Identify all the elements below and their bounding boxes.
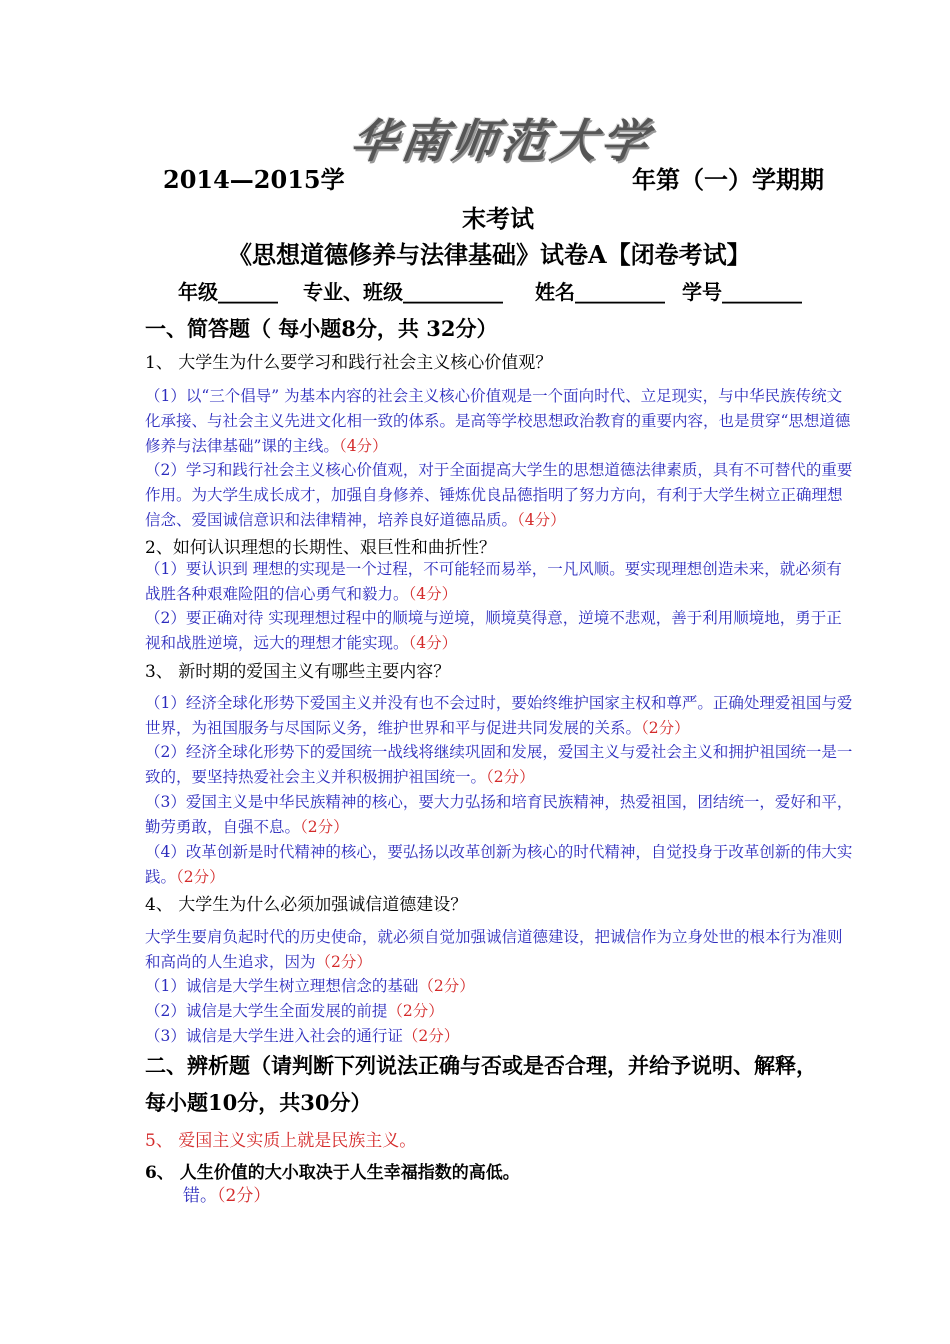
q2-answer-2-text: （2）要正确对待 实现理想过程中的顺境与逆境，顺境莫得意，逆境不悲观，善于利用顺境地，勇于正视和战胜逆境，远大的理想才能实现。 (145, 609, 842, 652)
q2-answer-1-points: （4分） (408, 585, 458, 603)
q1-answer-2 (145, 458, 855, 533)
q4-answer-1-text: （1）诚信是大学生树立理想信念的基础 (145, 977, 419, 995)
name-field: 姓名_________ (535, 280, 665, 304)
q3-answer-3-points: （2分） (300, 818, 349, 836)
q2-answer-1-text: （1）要认识到 理想的实现是一个过程，不可能轻而易举，一凡风顺。要实现理想创造未来，就必须有战胜各种艰难险阻的信心勇气和毅力。 (145, 560, 842, 603)
question-1: 1、 大学生为什么要学习和践行社会主义核心价值观？ (145, 353, 553, 373)
q3-answer-4-text: （4）改革创新是时代精神的核心，要弘扬以改革创新为核心的时代精神，自觉投身于改革创新的伟大实践。 (145, 843, 853, 886)
q2-answer-2 (145, 606, 855, 656)
section1-title: 一、简答题（ 每小题8分，共 32分） (145, 316, 498, 341)
q4-answer-2-points: （2分） (387, 1002, 444, 1020)
university-logo: 华南师范大学 (347, 114, 655, 168)
exam-type: 末考试 (462, 204, 534, 233)
grade-field: 年级______ (178, 280, 278, 304)
q4-answer-3-text: （3）诚信是大学生进入社会的通行证 (145, 1027, 403, 1045)
course-title: 《思想道德修养与法律基础》试卷A【闭卷考试】 (228, 240, 751, 269)
major-class-field: 专业、班级__________ (303, 280, 503, 304)
question-4: 4、 大学生为什么必须加强诚信道德建设？ (145, 895, 468, 915)
section2-title-line2: 每小题10分，共30分） (145, 1090, 372, 1115)
q6-answer-points: （2分） (217, 1186, 271, 1206)
question-2: 2、如何认识理想的长期性、艰巨性和曲折性？ (145, 538, 496, 558)
q4-intro (145, 925, 855, 975)
year-left: 2014—2015学 (163, 165, 345, 194)
q4-answer-3-points: （2分） (402, 1027, 460, 1045)
q3-answer-4 (145, 840, 855, 890)
q1-answer-1-text: （1）以“三个倡导” 为基本内容的社会主义核心价值观是一个面向时代、立足现实，与中华民族传统文化承接、与社会主义先进文化相一致的体系。是高等学校思想政治教育的重要内容，也是贯穿“思想道德修养与法律基础”课的主线。 (145, 387, 851, 455)
q1-answer-1-points: （4分） (338, 437, 388, 455)
q4-intro-points: （2分） (315, 953, 372, 971)
q3-answer-4-points: （2分） (176, 868, 225, 886)
q3-answer-2 (145, 740, 855, 790)
q3-answer-3 (145, 790, 855, 840)
q4-answer-2-text: （2）诚信是大学生全面发展的前提 (145, 1002, 388, 1020)
q6-answer-text: 错。 (183, 1186, 217, 1206)
q1-answer-1 (145, 384, 855, 459)
q4-answer-1 (145, 974, 855, 999)
q2-answer-2-points: （4分） (408, 634, 458, 652)
q6-answer (183, 1184, 483, 1209)
q3-answer-2-text: （2）经济全球化形势下的爱国统一战线将继续巩固和发展，爱国主义与爱社会主义和拥护祖国统一是一致的，要坚持热爱社会主义并积极拥护祖国统一。 (145, 743, 853, 786)
q1-answer-2-points: （4分） (517, 511, 566, 529)
q3-answer-1-points: （2分） (641, 719, 690, 737)
q4-answer-1-points: （2分） (418, 977, 475, 995)
q3-answer-2-points: （2分） (486, 768, 535, 786)
section2-title-line1: 二、辨析题（请判断下列说法正确与否或是否合理，并给予说明、解释， (145, 1053, 817, 1078)
student-number-field: 学号________ (682, 280, 802, 304)
q4-intro-text: 大学生要肩负起时代的历史使命，就必须自觉加强诚信道德建设，把诚信作为立身处世的根本行为准则和高尚的人生追求，因为 (145, 928, 843, 971)
q1-answer-2-text: （2）学习和践行社会主义核心价值观，对于全面提高大学生的思想道德法律素质，具有不可替代的重要作用。为大学生成长成才，加强自身修养、锤炼优良品德指明了努力方向，有利于大学生树立正确理想信念、爱国诚信意识和法律精神，培养良好道德品质。 (145, 461, 853, 529)
q4-answer-3 (145, 1024, 855, 1049)
q2-answer-1 (145, 557, 855, 607)
year-right: 年第（一）学期期 (632, 165, 824, 194)
question-6: 6、 人生价值的大小取决于人生幸福指数的高低。 (145, 1163, 520, 1183)
q3-answer-1 (145, 691, 855, 741)
q3-answer-1-text: （1）经济全球化形势下爱国主义并没有也不会过时，要始终维护国家主权和尊严。正确处理爱祖国与爱世界，为祖国服务与尽国际义务，维护世界和平与促进共同发展的关系。 (145, 694, 853, 737)
question-3: 3、 新时期的爱国主义有哪些主要内容？ (145, 662, 451, 682)
question-5: 5、 爱国主义实质上就是民族主义。 (145, 1131, 417, 1151)
q4-answer-2 (145, 999, 855, 1024)
q3-answer-3-text: （3）爱国主义是中华民族精神的核心，要大力弘扬和培育民族精神，热爱祖国，团结统一，爱好和平，勤劳勇敢，自强不息。 (145, 793, 853, 836)
